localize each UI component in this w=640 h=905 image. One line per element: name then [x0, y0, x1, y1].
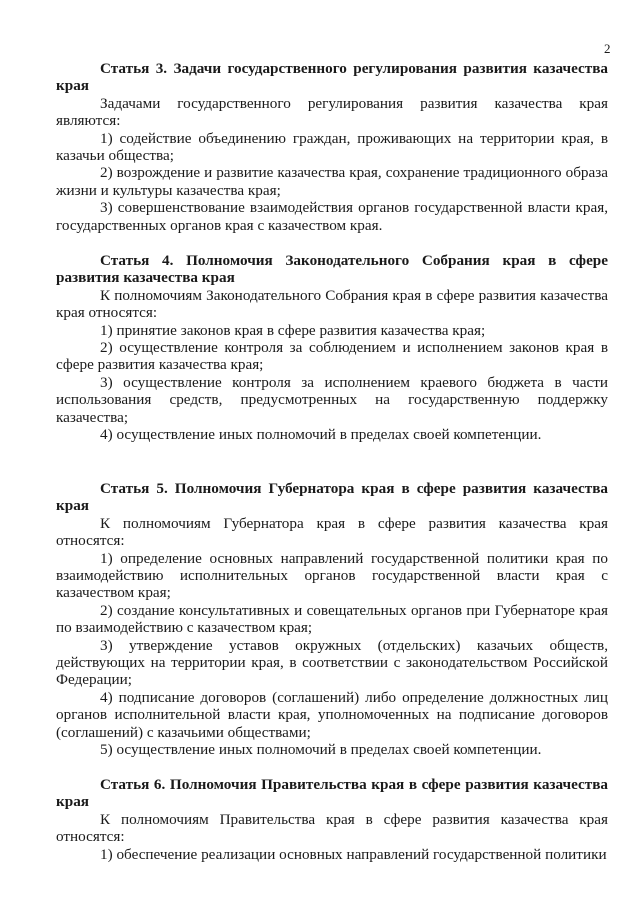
article-4-heading: Статья 4. Полномочия Законодательного Собрания края в сфере развития казачества края: [56, 252, 608, 287]
article-6-paragraph: К полномочиям Правительства края в сфере развития казачества края относятся:: [56, 810, 608, 846]
article-5-heading: Статья 5. Полномочия Губернатора края в сфере развития казачества края: [56, 480, 608, 515]
article-5: [56, 480, 608, 759]
article-4-item-1: 1) принятие законов края в сфере развития казачества края;: [100, 321, 486, 339]
article-5-item-5: 5) осуществление иных полномочий в пределах своей компетенции.: [100, 741, 542, 759]
article-4-item-2: 2) осуществление контроля за соблюдением и исполнением законов края в сфере развития казачества края;: [56, 339, 608, 374]
article-4-paragraph: К полномочиям Законодательного Собрания края в сфере развития казачества края относятся:: [56, 286, 608, 322]
article-3-heading: Статья 3. Задачи государственного регулирования развития казачества края: [56, 60, 608, 95]
article-5-item-3: 3) утверждение уставов окружных (отдельских) казачьих обществ, действующих на территории края, в соответствии с законодательством Российской Федерации;: [56, 636, 608, 689]
article-5-item-4: 4) подписание договоров (соглашений) либо определение должностных лиц органов исполнительной власти края, уполномоченных на подписание договоров (соглашений) с казачьими обществами;: [56, 688, 608, 741]
article-4-item-3: 3) осуществление контроля за исполнением краевого бюджета в части использования средств, предусмотренных на государственную поддержку казачества;: [56, 373, 608, 426]
article-5-paragraph: К полномочиям Губернатора края в сфере развития казачества края относятся:: [56, 514, 608, 550]
article-4-item-4: 4) осуществление иных полномочий в пределах своей компетенции.: [100, 426, 542, 444]
article-4: [56, 252, 608, 443]
article-3: [56, 60, 608, 234]
article-6-item-1: 1) обеспечение реализации основных направлений государственной политики: [100, 845, 607, 863]
article-3-item-1: 1) содействие объединению граждан, проживающих на территории края, в казачьи общества;: [56, 129, 608, 165]
article-3-paragraph: Задачами государственного регулирования развития казачества края являются:: [56, 94, 608, 130]
article-6-heading: Статья 6. Полномочия Правительства края в сфере развития казачества края: [56, 776, 608, 811]
article-6: [56, 776, 608, 863]
article-5-item-2: 2) создание консультативных и совещательных органов при Губернаторе края по взаимодействию с казачеством края;: [56, 601, 608, 637]
article-5-item-1: 1) определение основных направлений государственной политики края по взаимодействию исполнительных органов государственной власти края с казачеством края;: [56, 549, 608, 602]
article-3-item-3: 3) совершенствование взаимодействия органов государственной власти края, государственных органов края с казачеством края.: [56, 199, 608, 234]
article-3-item-2: 2) возрождение и развитие казачества края, сохранение традиционного образа жизни и культуры казачества края;: [56, 164, 608, 199]
page-number: 2: [604, 41, 611, 56]
